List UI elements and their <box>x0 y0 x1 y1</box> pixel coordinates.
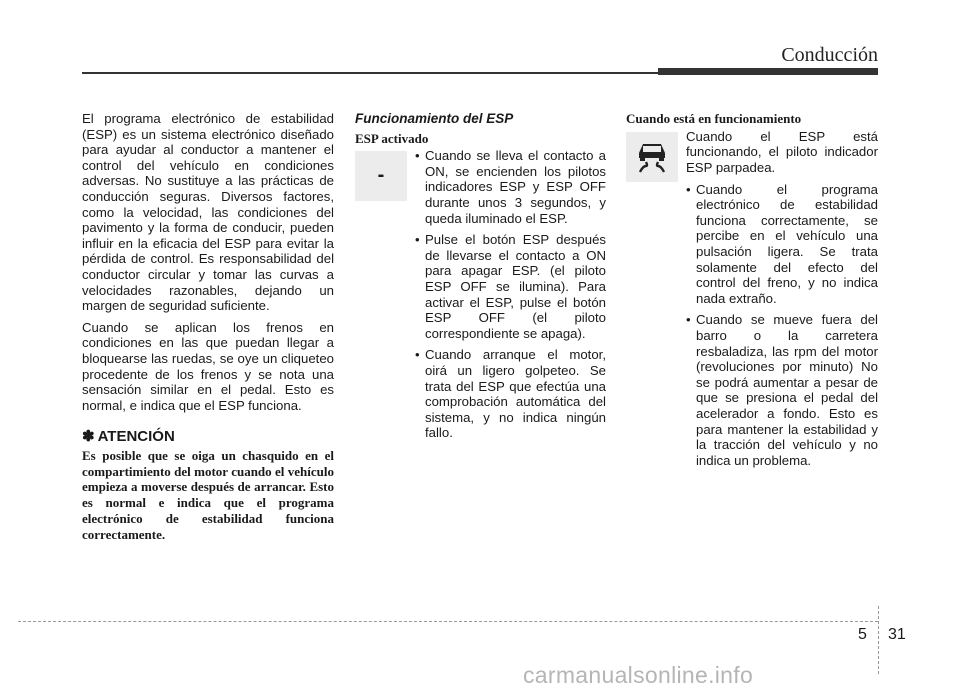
in-operation-text <box>686 129 878 182</box>
asterisk-icon: ✽ <box>82 428 95 446</box>
section-title: Conducción <box>781 44 878 66</box>
in-operation-subheading: Cuando está en funcionamiento <box>626 111 802 126</box>
header-rule <box>82 72 658 74</box>
esp-skid-icon <box>626 132 678 182</box>
column-middle <box>355 111 606 447</box>
intro-paragraph: El programa electrónico de estabilidad (ESP) es un sistema electrónico diseñado para ayudar al conductor a mantener el control del vehículo en condiciones adversas. No sustituye a las prácticas de conducción seguras. Diversos factores, como la velocidad, las condiciones del pavimento y la forma de conducir, pueden influir en la eficacia del ESP para evitar la pérdida de control. Es responsabilidad del conductor circular y tomar las curvas a velocidades razonables, dejando un margen de seguridad suficiente. <box>82 111 334 314</box>
in-operation-list <box>686 182 878 469</box>
column-right <box>626 111 878 474</box>
warning-heading-text: ATENCIÓN <box>97 428 175 446</box>
indicator-placeholder <box>355 151 407 201</box>
footer-rule <box>18 621 878 622</box>
page-number: 31 <box>888 626 906 643</box>
list-item: • Cuando arranque el motor, oirá un ligero golpeteo. Se trata del ESP que efectúa una comprobación automática del sistema, y no indica ningún fallo. <box>415 347 606 441</box>
esp-operation-heading: Funcionamiento del ESP <box>355 111 514 126</box>
esp-on-list <box>415 148 606 447</box>
watermark: carmanualsonline.info <box>523 662 754 688</box>
in-operation-block <box>626 129 878 182</box>
warning-text: Es posible que se oiga un chasquido en el compartimiento del motor cuando el vehículo empieza a moverse después de arrancar. Esto es normal e indica que el programa electrónico de estabilidad funciona correctamente. <box>82 447 334 542</box>
list-item: • Cuando el programa electrónico de estabilidad funciona correctamente, se percibe en el vehículo una pulsación ligera. Se trata solamente del efecto del control del freno, y no indica nada extraño. <box>686 182 878 307</box>
indicator-dash: - <box>377 164 385 187</box>
page-divider <box>878 606 879 674</box>
chapter-number: 5 <box>858 626 867 643</box>
brake-paragraph: Cuando se aplican los frenos en condiciones en las que puedan llegar a bloquearse las ruedas, se oye un cliqueteo procedente de los frenos y se nota una sensación similar en el pedal. Esto es normal, e indica que el ESP funciona. <box>82 319 334 413</box>
warning-heading <box>82 429 334 445</box>
list-item: • Pulse el botón ESP después de llevarse el contacto a ON para apagar ESP. (el piloto ESP OFF se ilumina). Para activar el ESP, pulse el botón ESP OFF (el piloto correspondiente se apaga). <box>415 232 606 341</box>
esp-skid-icon-graphic <box>634 140 670 174</box>
column-left <box>82 111 334 543</box>
esp-on-block <box>355 148 606 447</box>
esp-on-subheading: ESP activado <box>355 130 429 146</box>
list-item: • Cuando se mueve fuera del barro o la carretera resbaladiza, las rpm del motor (revoluciones por minuto) No se podrá aumentar a pesar de que se presiona el pedal del acelerador a fondo. Esto es para mantener la estabilidad y la tracción del vehículo y no indica un problema. <box>686 312 878 468</box>
list-item: • Cuando se lleva el contacto a ON, se encienden los pilotos indicadores ESP y ESP OFF durante unos 3 segundos, y queda iluminado el ESP. <box>415 148 606 226</box>
in-operation-intro: Cuando el ESP está funcionando, el piloto indicador ESP parpadea. <box>686 128 878 175</box>
header-rule-accent <box>658 68 878 75</box>
